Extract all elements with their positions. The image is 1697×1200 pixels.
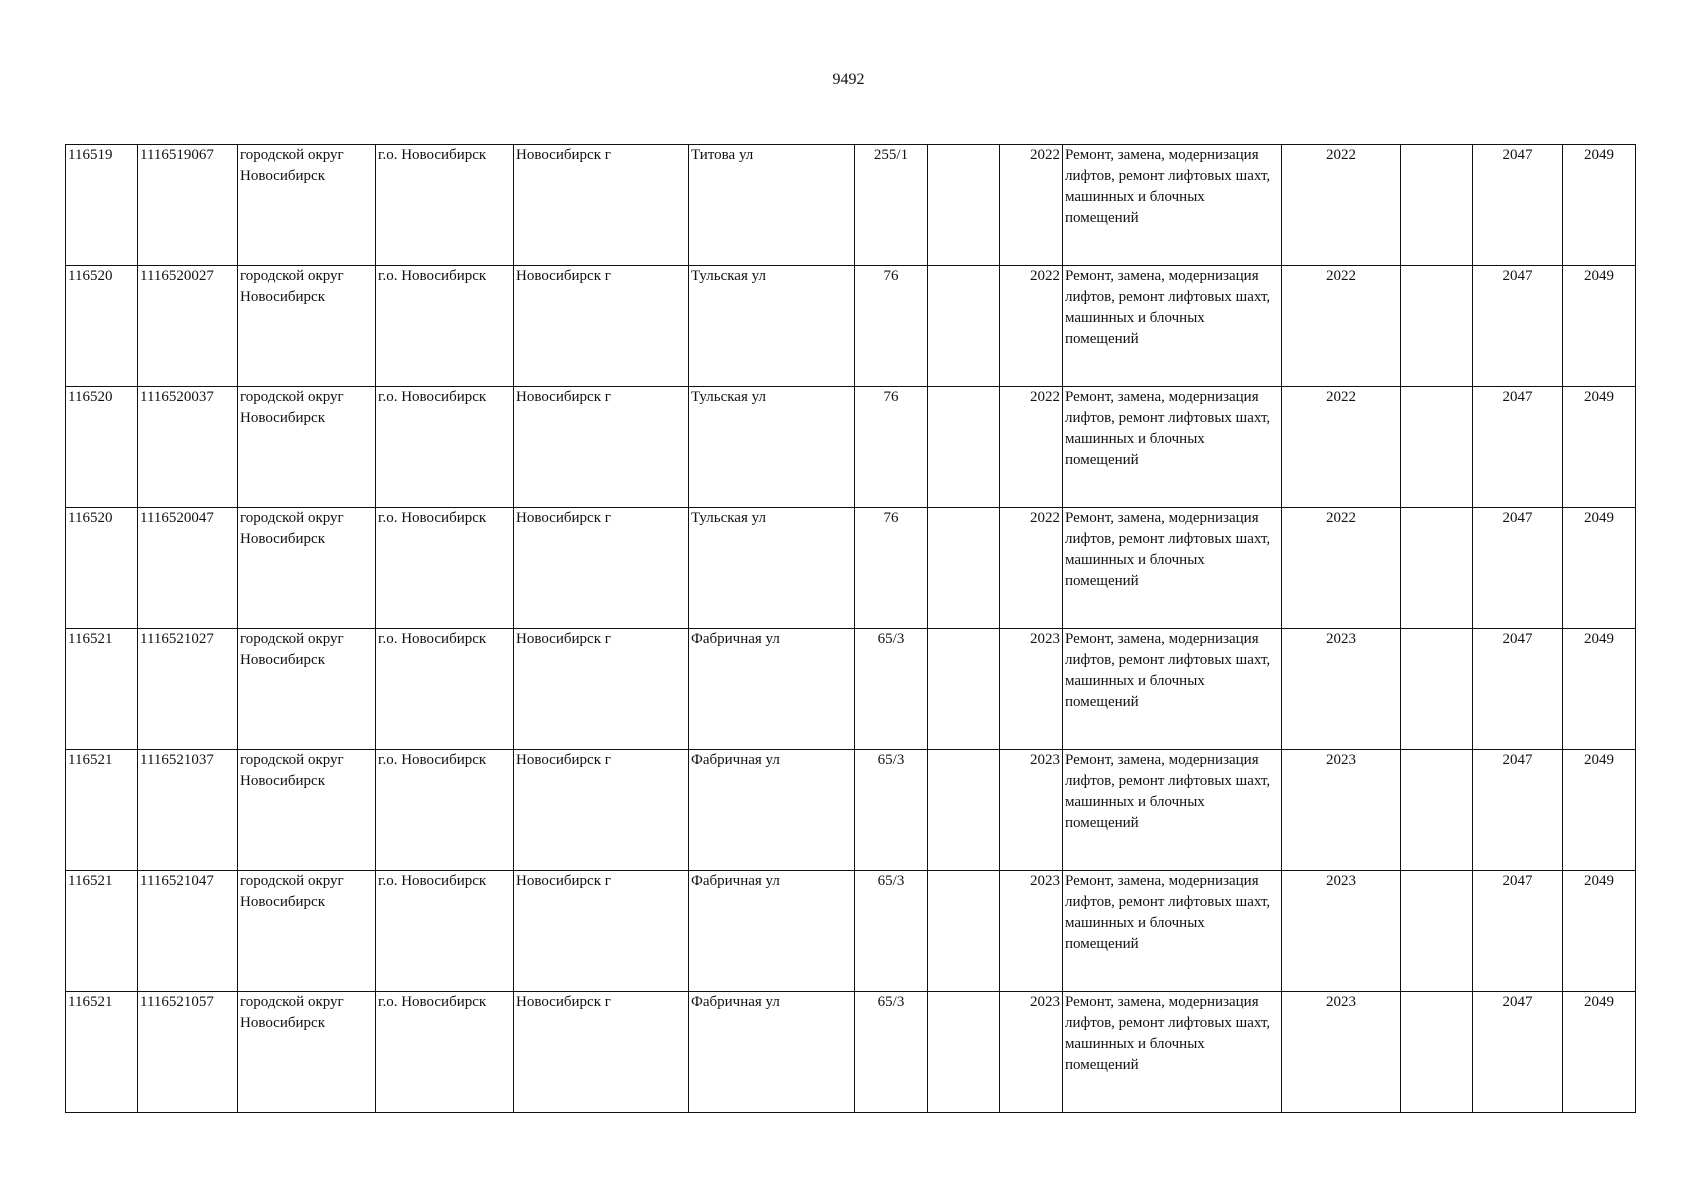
cell-locality: Новосибирск г: [514, 387, 689, 508]
cell-work-year: 2023: [1282, 871, 1401, 992]
cell-work-type: Ремонт, замена, модернизация лифтов, ремонт лифтовых шахт, машинных и блочных помещений: [1063, 629, 1282, 750]
table-body: [66, 145, 1636, 1113]
cell-year-b: 2049: [1563, 871, 1636, 992]
cell-blank: [1401, 145, 1473, 266]
cell-district: городской округ Новосибирск: [238, 387, 376, 508]
cell-blank: [1401, 750, 1473, 871]
table-row: [66, 266, 1636, 387]
cell-plan-year: 2023: [1000, 992, 1063, 1113]
table-row: [66, 992, 1636, 1113]
cell-work-type: Ремонт, замена, модернизация лифтов, ремонт лифтовых шахт, машинных и блочных помещений: [1063, 145, 1282, 266]
cell-year-a: 2047: [1473, 750, 1563, 871]
cell-year-a: 2047: [1473, 629, 1563, 750]
cell-house: 65/3: [855, 750, 928, 871]
cell-district: городской округ Новосибирск: [238, 871, 376, 992]
cell-building: [928, 992, 1000, 1113]
cell-year-b: 2049: [1563, 508, 1636, 629]
cell-blank: [1401, 387, 1473, 508]
cell-year-a: 2047: [1473, 387, 1563, 508]
cell-house: 76: [855, 508, 928, 629]
cell-street: Тульская ул: [689, 508, 855, 629]
cell-street: Фабричная ул: [689, 629, 855, 750]
cell-municipality: г.о. Новосибирск: [376, 387, 514, 508]
cell-street: Тульская ул: [689, 387, 855, 508]
cell-municipality: г.о. Новосибирск: [376, 145, 514, 266]
cell-id: 116521: [66, 629, 138, 750]
cell-house: 76: [855, 266, 928, 387]
cell-locality: Новосибирск г: [514, 266, 689, 387]
cell-street: Фабричная ул: [689, 750, 855, 871]
cell-year-a: 2047: [1473, 508, 1563, 629]
cell-building: [928, 145, 1000, 266]
cell-district: городской округ Новосибирск: [238, 145, 376, 266]
cell-plan-year: 2022: [1000, 266, 1063, 387]
cell-plan-year: 2022: [1000, 387, 1063, 508]
cell-code: 1116521027: [138, 629, 238, 750]
cell-plan-year: 2023: [1000, 629, 1063, 750]
cell-locality: Новосибирск г: [514, 871, 689, 992]
cell-building: [928, 508, 1000, 629]
cell-district: городской округ Новосибирск: [238, 992, 376, 1113]
cell-street: Тульская ул: [689, 266, 855, 387]
cell-house: 76: [855, 387, 928, 508]
cell-municipality: г.о. Новосибирск: [376, 629, 514, 750]
cell-locality: Новосибирск г: [514, 629, 689, 750]
cell-locality: Новосибирск г: [514, 992, 689, 1113]
cell-district: городской округ Новосибирск: [238, 508, 376, 629]
cell-blank: [1401, 992, 1473, 1113]
cell-building: [928, 871, 1000, 992]
cell-id: 116519: [66, 145, 138, 266]
cell-work-type: Ремонт, замена, модернизация лифтов, ремонт лифтовых шахт, машинных и блочных помещений: [1063, 387, 1282, 508]
cell-house: 65/3: [855, 629, 928, 750]
cell-municipality: г.о. Новосибирск: [376, 992, 514, 1113]
cell-building: [928, 266, 1000, 387]
cell-id: 116521: [66, 992, 138, 1113]
cell-id: 116521: [66, 750, 138, 871]
cell-year-b: 2049: [1563, 992, 1636, 1113]
cell-work-year: 2023: [1282, 750, 1401, 871]
cell-code: 1116520047: [138, 508, 238, 629]
cell-street: Фабричная ул: [689, 871, 855, 992]
cell-work-type: Ремонт, замена, модернизация лифтов, ремонт лифтовых шахт, машинных и блочных помещений: [1063, 992, 1282, 1113]
cell-municipality: г.о. Новосибирск: [376, 750, 514, 871]
cell-plan-year: 2023: [1000, 750, 1063, 871]
cell-work-type: Ремонт, замена, модернизация лифтов, ремонт лифтовых шахт, машинных и блочных помещений: [1063, 266, 1282, 387]
cell-street: Фабричная ул: [689, 992, 855, 1113]
cell-street: Титова ул: [689, 145, 855, 266]
cell-municipality: г.о. Новосибирск: [376, 871, 514, 992]
cell-plan-year: 2022: [1000, 145, 1063, 266]
cell-work-type: Ремонт, замена, модернизация лифтов, ремонт лифтовых шахт, машинных и блочных помещений: [1063, 508, 1282, 629]
cell-house: 255/1: [855, 145, 928, 266]
cell-locality: Новосибирск г: [514, 508, 689, 629]
table-row: [66, 871, 1636, 992]
cell-municipality: г.о. Новосибирск: [376, 508, 514, 629]
table-row: [66, 629, 1636, 750]
cell-year-a: 2047: [1473, 992, 1563, 1113]
registry-table: [65, 144, 1636, 1113]
cell-locality: Новосибирск г: [514, 145, 689, 266]
cell-blank: [1401, 266, 1473, 387]
cell-plan-year: 2023: [1000, 871, 1063, 992]
cell-municipality: г.о. Новосибирск: [376, 266, 514, 387]
cell-district: городской округ Новосибирск: [238, 629, 376, 750]
cell-year-b: 2049: [1563, 145, 1636, 266]
cell-work-year: 2022: [1282, 387, 1401, 508]
cell-id: 116521: [66, 871, 138, 992]
cell-year-b: 2049: [1563, 387, 1636, 508]
cell-code: 1116521057: [138, 992, 238, 1113]
cell-code: 1116521047: [138, 871, 238, 992]
cell-year-a: 2047: [1473, 145, 1563, 266]
cell-building: [928, 629, 1000, 750]
page-number: 9492: [832, 71, 865, 88]
cell-work-year: 2022: [1282, 508, 1401, 629]
cell-code: 1116519067: [138, 145, 238, 266]
cell-work-year: 2023: [1282, 992, 1401, 1113]
cell-blank: [1401, 871, 1473, 992]
table-row: [66, 387, 1636, 508]
cell-year-b: 2049: [1563, 266, 1636, 387]
cell-district: городской округ Новосибирск: [238, 750, 376, 871]
table-row: [66, 750, 1636, 871]
cell-district: городской округ Новосибирск: [238, 266, 376, 387]
cell-code: 1116520037: [138, 387, 238, 508]
cell-id: 116520: [66, 508, 138, 629]
cell-year-b: 2049: [1563, 750, 1636, 871]
cell-work-year: 2022: [1282, 266, 1401, 387]
cell-code: 1116521037: [138, 750, 238, 871]
cell-building: [928, 750, 1000, 871]
cell-code: 1116520027: [138, 266, 238, 387]
cell-work-type: Ремонт, замена, модернизация лифтов, ремонт лифтовых шахт, машинных и блочных помещений: [1063, 871, 1282, 992]
cell-plan-year: 2022: [1000, 508, 1063, 629]
cell-blank: [1401, 508, 1473, 629]
cell-house: 65/3: [855, 871, 928, 992]
table-row: [66, 508, 1636, 629]
cell-year-b: 2049: [1563, 629, 1636, 750]
cell-building: [928, 387, 1000, 508]
cell-year-a: 2047: [1473, 266, 1563, 387]
cell-id: 116520: [66, 387, 138, 508]
cell-year-a: 2047: [1473, 871, 1563, 992]
cell-work-type: Ремонт, замена, модернизация лифтов, ремонт лифтовых шахт, машинных и блочных помещений: [1063, 750, 1282, 871]
cell-id: 116520: [66, 266, 138, 387]
cell-blank: [1401, 629, 1473, 750]
table-row: [66, 145, 1636, 266]
cell-work-year: 2022: [1282, 145, 1401, 266]
cell-work-year: 2023: [1282, 629, 1401, 750]
cell-locality: Новосибирск г: [514, 750, 689, 871]
cell-house: 65/3: [855, 992, 928, 1113]
